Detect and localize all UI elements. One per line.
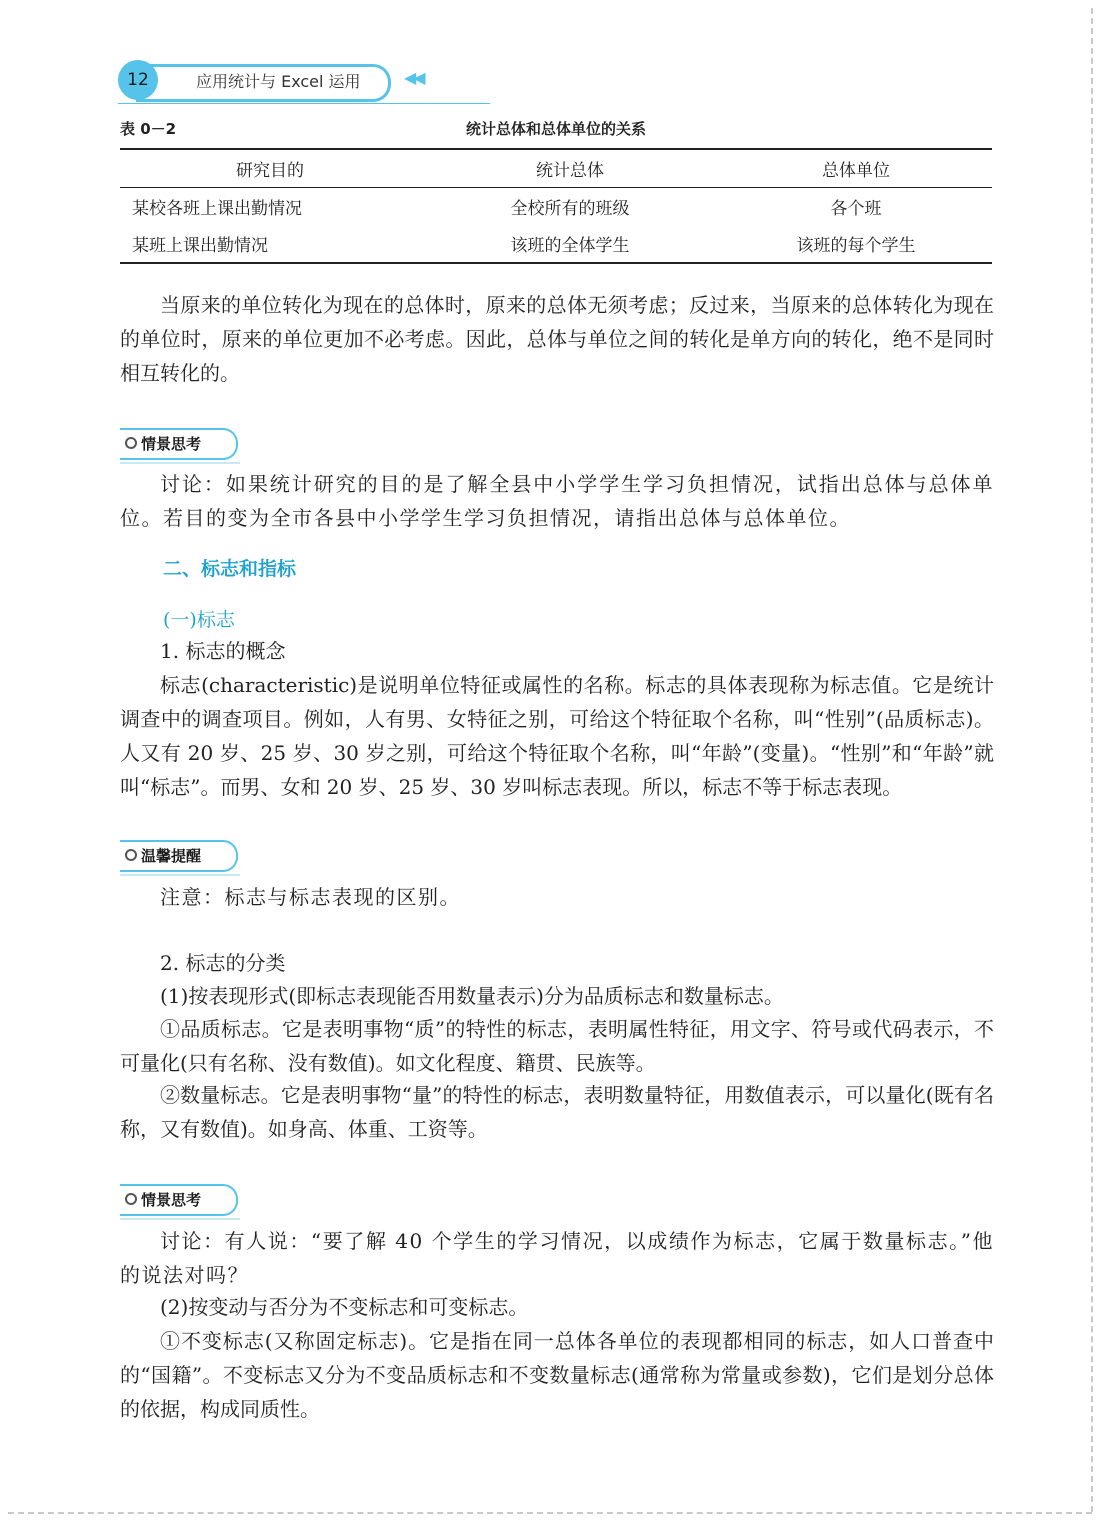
double-arrow-left-icon: ◀◀ [404,68,423,87]
page-number: 12 [118,60,158,100]
item-heading: 1. 标志的概念 [160,639,286,663]
table-cell: 全校所有的班级 [510,199,630,219]
table-row [120,225,992,263]
paragraph: ②数量标志。它是表明事物“量”的特性的标志，表明数量特征，用数值表示，可以量化(既有名称，又有数值)。如身高、体重、工资等。 [120,1083,994,1141]
column-header: 统计总体 [420,149,720,188]
item-heading: 2. 标志的分类 [160,951,286,975]
table-caption [120,118,992,140]
header-rule [118,103,490,104]
subsection-heading: (一)标志 [163,609,235,631]
page-frame-bottom [8,1512,1092,1514]
table-row [120,188,992,226]
book-title: 应用统计与 Excel 运用 [196,72,361,91]
paragraph: ①品质标志。它是表明事物“质”的特性的标志，表明属性特征，用文字、符号或代码表示，不可量化(只有名称、没有数值)。如文化程度、籍贯、民族等。 [120,1017,994,1075]
table-number: 表 0－2 [120,120,177,138]
table-cell: 某校各班上课出勤情况 [132,199,302,219]
section-heading: 二、标志和指标 [163,558,297,580]
column-header: 总体单位 [720,149,992,188]
paragraph: (2)按变动与否分为不变标志和可变标志。 [160,1295,529,1319]
discussion-paragraph: 讨论：如果统计研究的目的是了解全县中小学学生学习负担情况，试指出总体与总体单位。若目的变为全市各县中小学学生学习负担情况，请指出总体与总体单位。 [120,472,994,530]
label-text: 情景思考 [141,435,202,453]
paragraph: 标志(characteristic)是说明单位特征或属性的名称。标志的具体表现称为标志值。它是统计调查中的调查项目。例如，人有男、女特征之别，可给这个特征取个名称，叫“性别”(品质标志)。人又有 20 岁、25 岁、30 岁之别，可给这个特征取个名称，叫“年龄”(变量)。“性别”和“年龄”就叫“标志”。而男、女和 20 岁、25 岁、30 岁叫标志表现。所以，标志不等于标志表现。 [120,673,994,799]
table-header-row [120,149,992,188]
table-cell: 该班的每个学生 [720,225,992,263]
circle-bullet-icon [125,849,137,861]
label-text: 情景思考 [141,1191,202,1209]
circle-bullet-icon [125,437,137,449]
table-cell: 某班上课出勤情况 [120,225,420,263]
paragraph: ①不变标志(又称固定标志)。它是指在同一总体各单位的表现都相同的标志，如人口普查中的“国籍”。不变标志又分为不变品质标志和不变数量标志(通常称为常量或参数)，它们是划分总体的依据，构成同质性。 [120,1329,994,1421]
discussion-paragraph: 讨论：有人说：“要了解 40 个学生的学习情况，以成绩作为标志，它属于数量标志。”他的说法对吗？ [120,1229,994,1287]
population-unit-table [120,148,992,264]
page-frame-right [1091,8,1093,1512]
paragraph: (1)按表现形式(即标志表现能否用数量表示)分为品质标志和数量标志。 [160,984,784,1008]
warm-reminder-label [120,840,238,872]
table-cell: 各个班 [830,199,882,219]
running-header [118,58,498,104]
paragraph: 当原来的单位转化为现在的总体时，原来的总体无须考虑；反过来，当原来的总体转化为现在的单位时，原来的单位更加不必考虑。因此，总体与单位之间的转化是单方向的转化，绝不是同时相互转化的。 [120,293,994,385]
note-paragraph: 注意：标志与标志表现的区别。 [160,885,461,909]
table-title: 统计总体和总体单位的关系 [465,120,646,138]
circle-bullet-icon [125,1193,137,1205]
table-cell: 该班的全体学生 [420,225,720,263]
scenario-thinking-label [120,1184,238,1216]
scenario-thinking-label [120,428,238,460]
label-text: 温馨提醒 [141,847,202,865]
column-header: 研究目的 [120,149,420,188]
